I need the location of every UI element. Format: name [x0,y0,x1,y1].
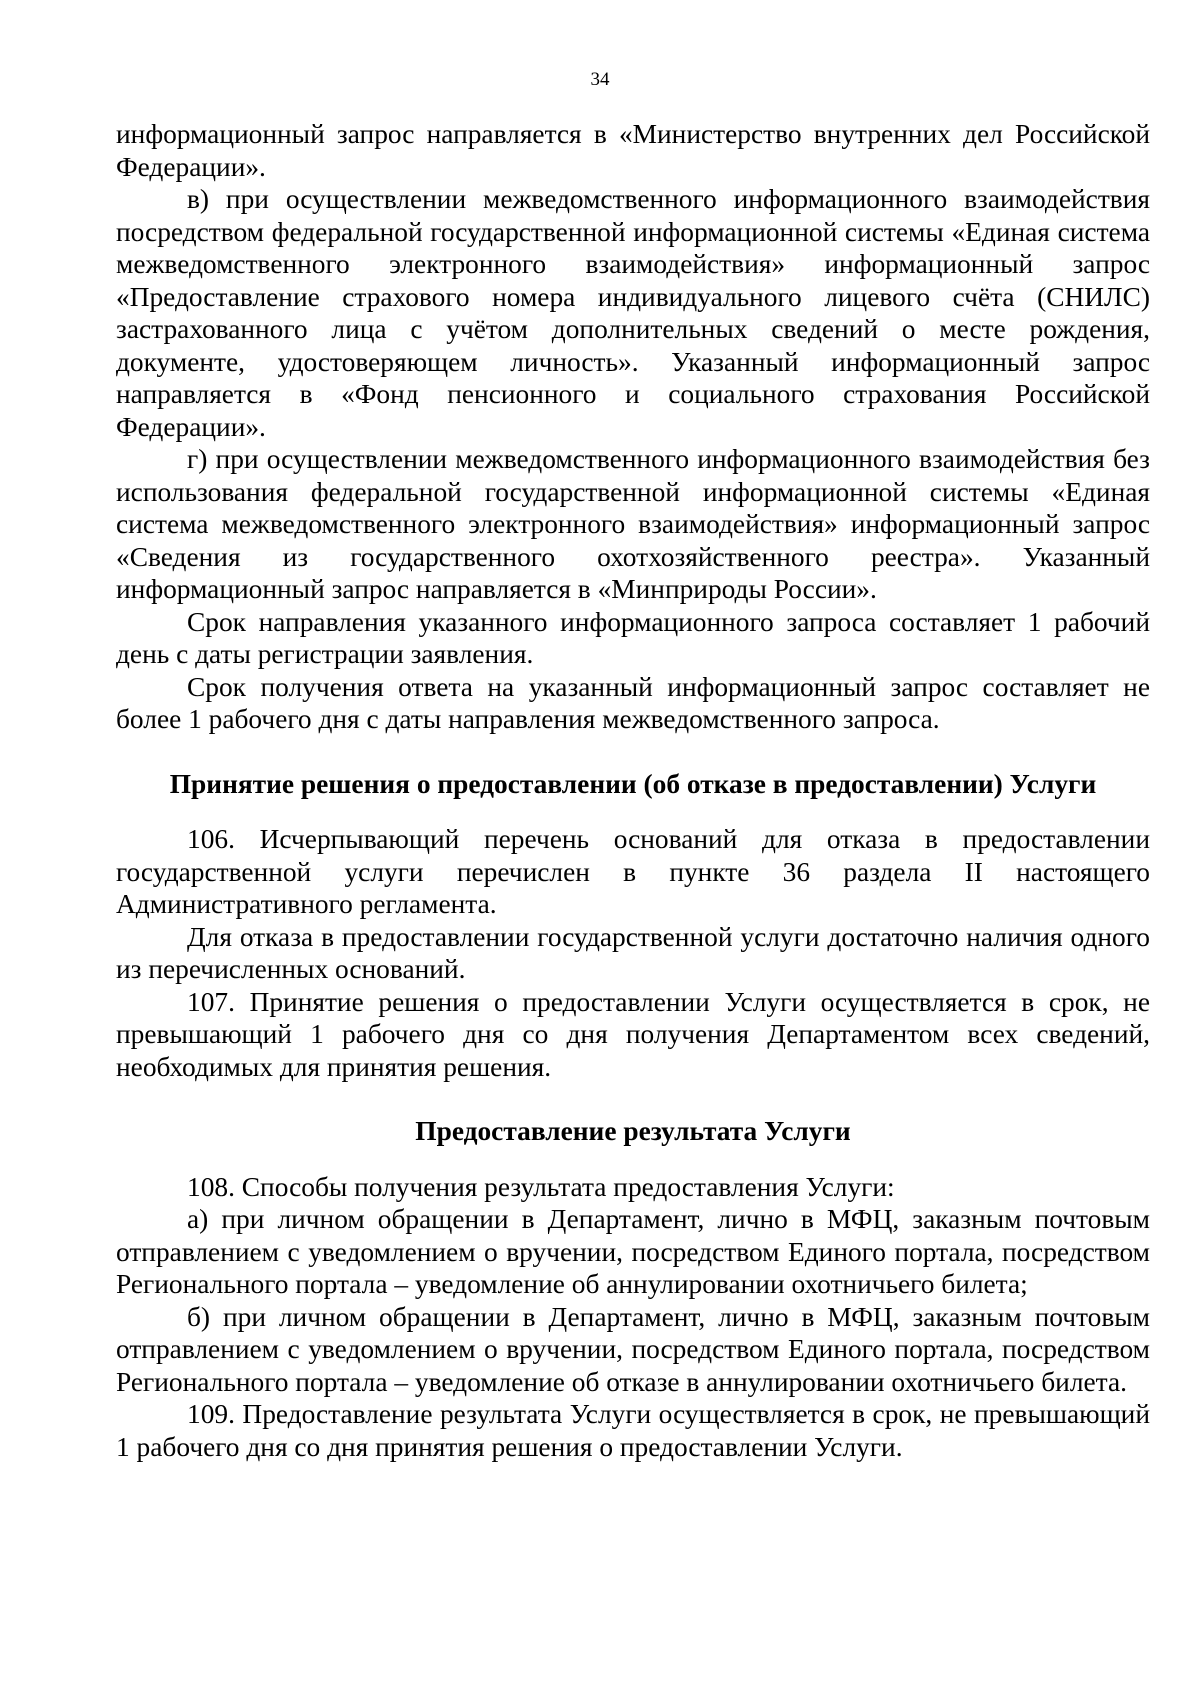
paragraph-108-b: б) при личном обращении в Департамент, лично в МФЦ, заказным почтовым отправлением с уведомлением о вручении, посредством Единого портала, посредством Регионального портала – уведомление об отказе в аннулировании охотничьего билета. [116,1301,1150,1397]
paragraph-item-g: г) при осуществлении межведомственного информационного взаимодействия без использования федеральной государственной информационной системы «Единая система межведомственного электронного взаимодействия» информационный запрос «Сведения из государственного охотхозяйственного реестра». Указанный информационный запрос направляется в «Минприроды России». [116,444,1150,604]
paragraph-108-a: а) при личном обращении в Департамент, лично в МФЦ, заказным почтовым отправлением с уведомлением о вручении, посредством Единого портала, посредством Регионального портала – уведомление об аннулировании охотничьего билета; [116,1204,1150,1299]
paragraph-107: 107. Принятие решения о предоставлении Услуги осуществляется в срок, не превышающий 1 рабочего дня со дня получения Департаментом всех сведений, необходимых для принятия решения. [116,986,1150,1082]
paragraph-refusal-grounds: Для отказа в предоставлении государственной услуги достаточно наличия одного из перечисленных оснований. [116,921,1150,984]
section-heading-result: Предоставление результата Услуги [415,1116,851,1146]
paragraph-request-deadline: Срок направления указанного информационного запроса составляет 1 рабочий день с даты регистрации заявления. [116,606,1150,669]
paragraph-106: 106. Исчерпывающий перечень оснований для отказа в предоставлении государственной услуги перечислен в пункте 36 раздела II настоящего Административного регламента. [116,824,1150,919]
section-heading-decision: Принятие решения о предоставлении (об отказе в предоставлении) Услуги [169,768,1097,799]
paragraph-item-v: в) при осуществлении межведомственного информационного взаимодействия посредством федеральной государственной информационной системы «Единая система межведомственного электронного взаимодействия» информационный запрос «Предоставление страхового номера индивидуального лицевого счёта (СНИЛС) застрахованного лица с учётом дополнительных сведений о месте рождения, документе, удостоверяющем личность». Указанный информационный запрос направляется в «Фонд пенсионного и социального страхования Российской Федерации». [116,184,1150,442]
paragraph-continuation: информационный запрос направляется в «Министерство внутренних дел Российской Федерации». [116,119,1150,182]
document-body [116,118,1150,1463]
paragraph-response-deadline: Срок получения ответа на указанный информационный запрос составляет не более 1 рабочего дня с даты направления межведомственного запроса. [116,671,1150,734]
paragraph-108: 108. Способы получения результата предоставления Услуги: [187,1171,895,1202]
paragraph-109: 109. Предоставление результата Услуги осуществляется в срок, не превышающий 1 рабочего дня со дня принятия решения о предоставлении Услуги. [116,1399,1150,1462]
page-number: 34 [590,69,610,90]
